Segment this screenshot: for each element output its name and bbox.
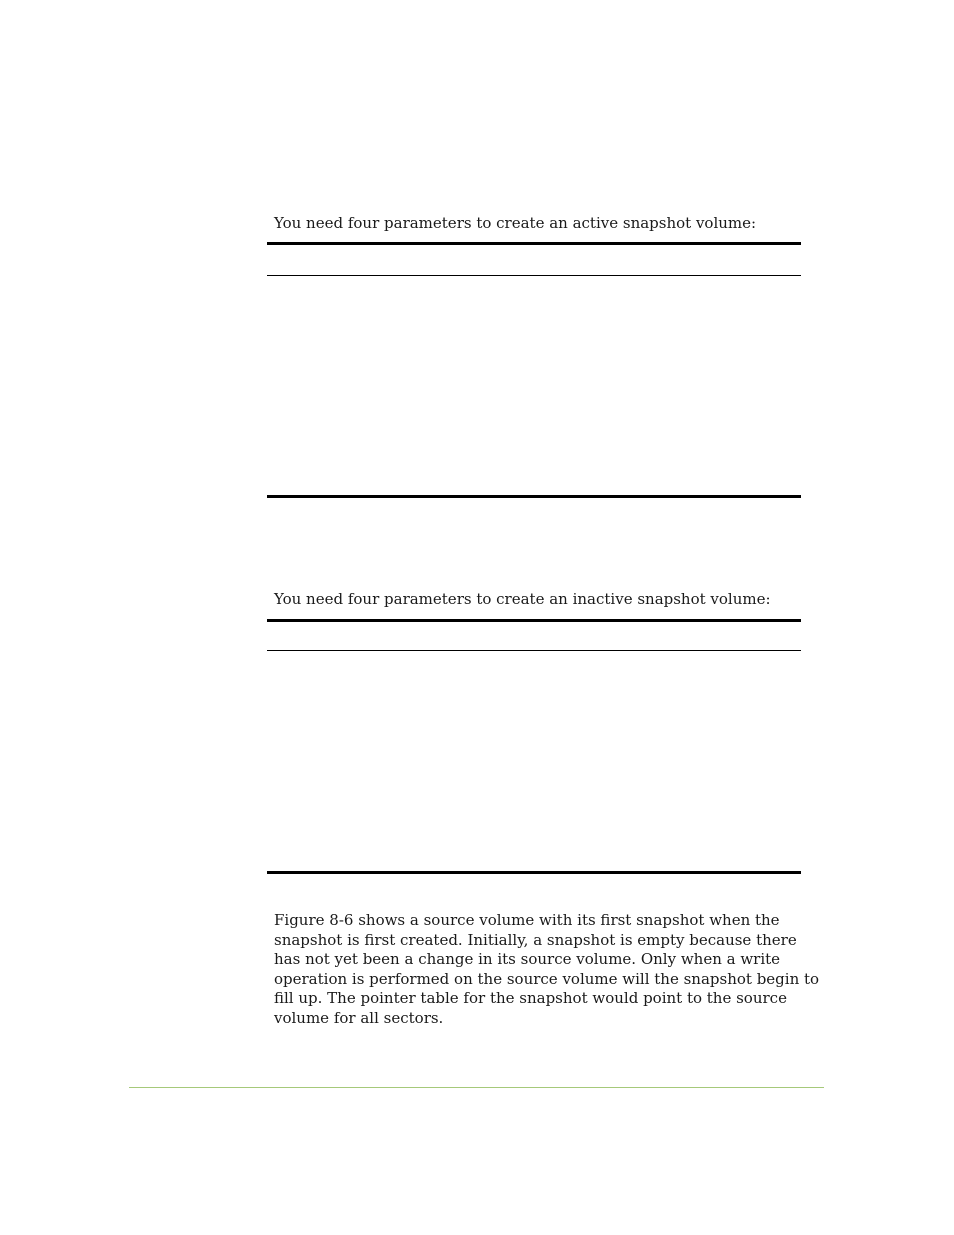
inactive-snapshot-intro: You need four parameters to create an inactive snapshot volume: — [274, 590, 771, 608]
table-top-rule — [267, 619, 801, 622]
table-body — [267, 276, 801, 495]
footer-divider — [129, 1087, 824, 1088]
table-top-rule — [267, 242, 801, 245]
table-bottom-rule — [267, 871, 801, 874]
active-snapshot-intro: You need four parameters to create an active snapshot volume: — [274, 214, 757, 232]
table-bottom-rule — [267, 495, 801, 498]
table-body — [267, 651, 801, 871]
figure-description-paragraph: Figure 8-6 shows a source volume with its first snapshot when the snapshot is first created. Initially, a snapshot is empty because there has not yet been a change in its source volume. Only when a write operation is performed on the source volume will the snapshot begin to fill up. The pointer table for the snapshot would point to the source volume for all sectors. — [274, 911, 820, 1027]
